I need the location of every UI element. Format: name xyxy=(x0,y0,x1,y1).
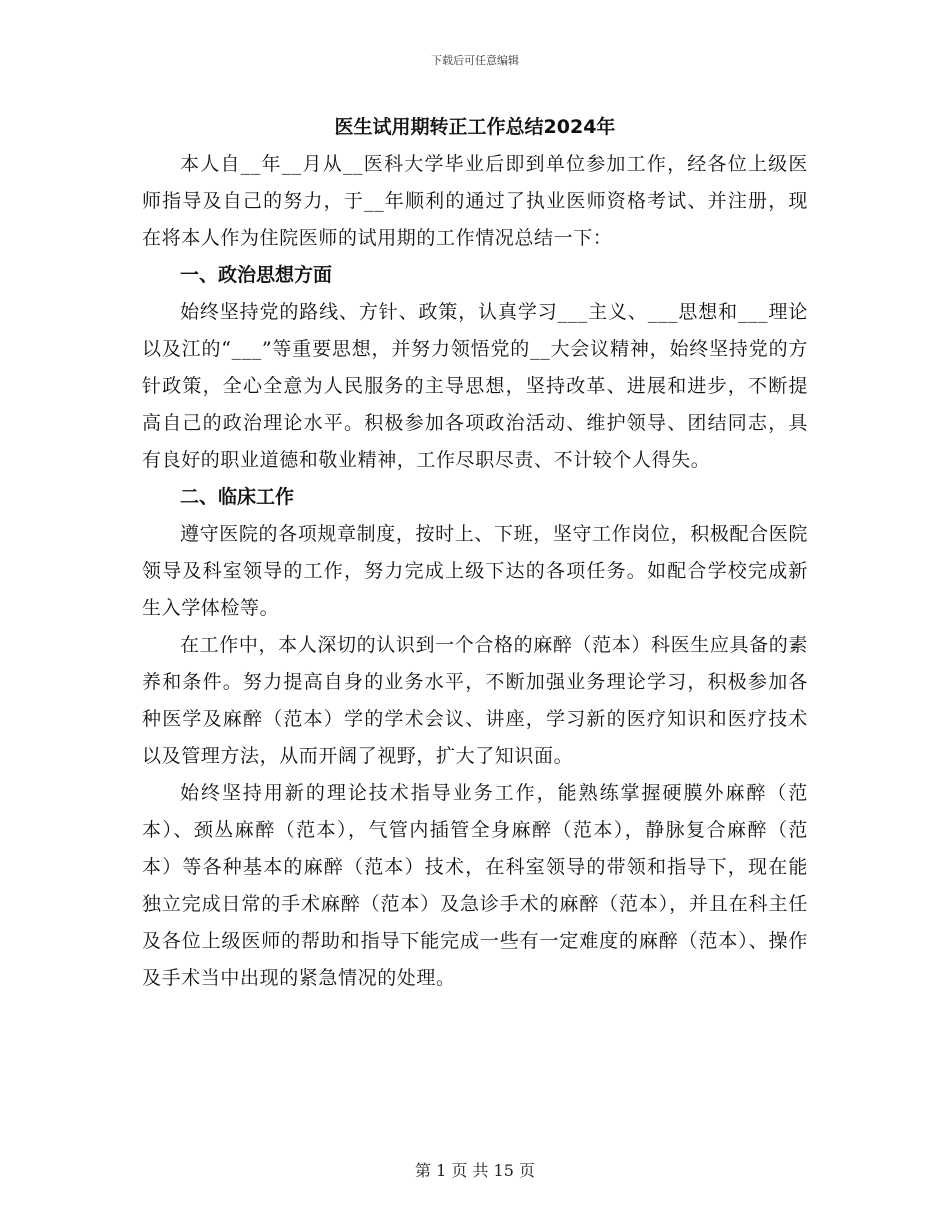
section-heading-political: 一、政治思想方面 xyxy=(180,264,333,286)
document-page xyxy=(142,112,808,997)
header-note: 下载后可任意编辑 xyxy=(431,54,519,67)
page-number-footer: 第 1 页 共 15 页 xyxy=(415,1161,535,1180)
document-title: 医生试用期转正工作总结2024年 xyxy=(334,116,616,138)
political-paragraph: 始终坚持党的路线、方针、政策，认真学习___主义、___思想和___理论以及江的“___”等重要思想，并努力领悟党的__大会议精神，始终坚持党的方针政策，全心全意为人民服务的主导思想，坚持改革、进展和进步，不断提高自己的政治理论水平。积极参加各项政治活动、维护领导、团结同志，具有良好的职业道德和敬业精神，工作尽职尽责、不计较个人得失。 xyxy=(142,301,808,471)
clinical-paragraph-1: 遵守医院的各项规章制度，按时上、下班，坚守工作岗位，积极配合医院领导及科室领导的工作，努力完成上级下达的各项任务。如配合学校完成新生入学体检等。 xyxy=(142,523,808,619)
clinical-paragraph-2: 在工作中，本人深切的认识到一个合格的麻醉（范本）科医生应具备的素养和条件。努力提高自身的业务水平，不断加强业务理论学习，积极参加各种医学及麻醉（范本）学的学术会议、讲座，学习新的医疗知识和医疗技术以及管理方法，从而开阔了视野，扩大了知识面。 xyxy=(142,634,808,767)
clinical-paragraph-3: 始终坚持用新的理论技术指导业务工作，能熟练掌握硬膜外麻醉（范本）、颈丛麻醉（范本），气管内插管全身麻醉（范本），静脉复合麻醉（范本）等各种基本的麻醉（范本）技术，在科室领导的带领和指导下，现在能独立完成日常的手术麻醉（范本）及急诊手术的麻醉（范本），并且在科主任及各位上级医师的帮助和指导下能完成一些有一定难度的麻醉（范本）、操作及手术当中出现的紧急情况的处理。 xyxy=(142,782,808,989)
intro-paragraph: 本人自__年__月从__医科大学毕业后即到单位参加工作，经各位上级医师指导及自己的努力，于__年顺利的通过了执业医师资格考试、并注册，现在将本人作为住院医师的试用期的工作情况总结一下： xyxy=(142,153,808,249)
section-heading-clinical: 二、临床工作 xyxy=(180,486,295,508)
